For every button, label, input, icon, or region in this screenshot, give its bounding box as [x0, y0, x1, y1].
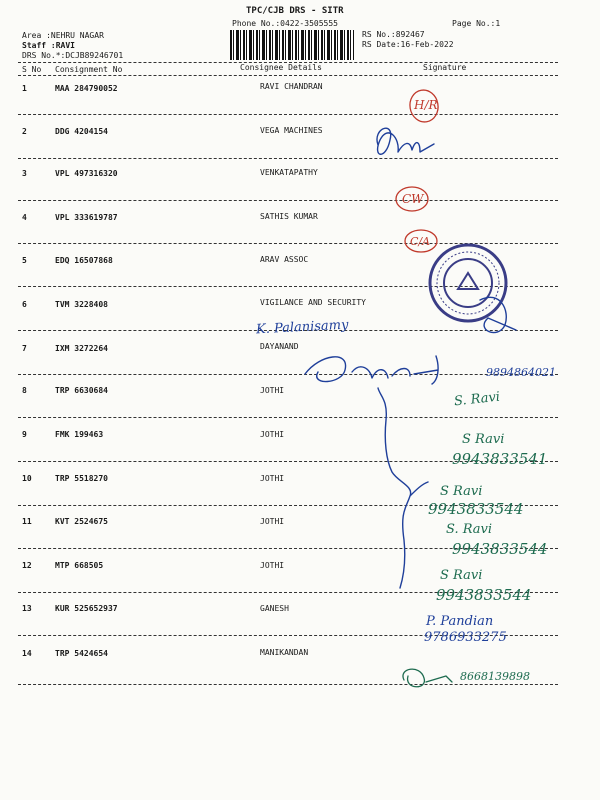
row-consignee: JOTHI [260, 386, 285, 395]
row-sno: 5 [22, 256, 27, 265]
row-consignment: MTP 668505 [55, 561, 104, 570]
hr-mark: H/R [414, 98, 438, 112]
row-consignment: TVM 3228408 [55, 300, 108, 309]
row11-phone: 9943833544 [452, 540, 548, 558]
row-sno: 2 [22, 127, 27, 136]
row-divider [18, 243, 558, 244]
row-sno: 13 [22, 604, 32, 613]
row-sno: 6 [22, 300, 27, 309]
row-divider [18, 114, 558, 115]
row-consignee: JOTHI [260, 430, 285, 439]
row-sno: 3 [22, 169, 27, 178]
row-consignment: FMK 199463 [55, 430, 104, 439]
row-consignee: JOTHI [260, 517, 285, 526]
ca-mark: C/A [410, 235, 431, 248]
col-consignee: Consignee Details [240, 63, 322, 72]
row-divider [18, 200, 558, 201]
row12-phone: 9943833544 [436, 586, 532, 604]
row-divider [18, 374, 558, 375]
row-consignment: KVT 2524675 [55, 517, 108, 526]
row-consignment: MAA 284790052 [55, 84, 118, 93]
cw-mark: CW [402, 192, 424, 206]
row-sno: 12 [22, 561, 32, 570]
row-sno: 4 [22, 213, 27, 222]
phone-number: Phone No.:0422-3505555 [232, 19, 338, 28]
row-divider [18, 158, 558, 159]
row7-phone: 9894864021 [486, 366, 556, 379]
row-consignee: VENKATAPATHY [260, 168, 318, 177]
row-sno: 1 [22, 84, 27, 93]
row-consignment: KUR 525652937 [55, 604, 118, 613]
area: Area :NEHRU NAGAR [22, 31, 104, 40]
staff: Staff :RAVI [22, 41, 75, 50]
row-consignee: VEGA MACHINES [260, 126, 323, 135]
signature-scribble [377, 128, 434, 154]
row-consignee: ARAV ASSOC [260, 255, 309, 264]
row-consignee: JOTHI [260, 561, 285, 570]
rs-number: RS No.:892467 [362, 30, 425, 39]
row8-signature: S. Ravi [453, 389, 501, 410]
row11-signature: S. Ravi [446, 522, 493, 537]
col-consignment: Consignment No [55, 65, 123, 74]
col-signature: Signature [423, 63, 467, 72]
dayanand-signature [305, 356, 438, 384]
row-consignment: VPL 333619787 [55, 213, 118, 222]
row-consignee: SATHIS KUMAR [260, 212, 318, 221]
company-stamp [430, 245, 506, 321]
row-sno: 10 [22, 474, 32, 483]
row-consignee: VIGILANCE AND SECURITY [260, 298, 366, 307]
connector-line [378, 388, 428, 588]
row-sno: 8 [22, 386, 27, 395]
row-consignment: TRP 5424654 [55, 649, 108, 658]
row-consignment: TRP 5518270 [55, 474, 108, 483]
row13-signature: P. Pandian [426, 614, 494, 629]
row-consignee: DAYANAND [260, 342, 299, 351]
divider [18, 75, 558, 76]
row-divider [18, 417, 558, 418]
row12-signature: S Ravi [440, 568, 483, 583]
row-consignee: RAVI CHANDRAN [260, 82, 323, 91]
row-sno: 7 [22, 344, 27, 353]
row10-signature: S Ravi [440, 484, 483, 499]
row-sno: 11 [22, 517, 32, 526]
row-divider [18, 684, 558, 685]
row9-phone: 9943833541 [452, 450, 548, 468]
page-number: Page No.:1 [452, 19, 501, 28]
document-title: TPC/CJB DRS - SITR [246, 6, 344, 16]
row9-signature: S Ravi [462, 432, 505, 447]
row-consignment: DDG 4204154 [55, 127, 108, 136]
row6-signature: K. Palanisamy [255, 317, 349, 338]
row13-phone: 9786933275 [424, 630, 507, 645]
rs-date: RS Date:16-Feb-2022 [362, 40, 454, 49]
row14-phone: 8668139898 [460, 670, 530, 683]
row10-phone: 9943833544 [428, 500, 524, 518]
row-consignment: VPL 497316320 [55, 169, 118, 178]
row-consignee: MANIKANDAN [260, 648, 309, 657]
drs-number: DRS No.*:DCJB89246701 [22, 51, 124, 60]
row-consignment: EDQ 16507868 [55, 256, 113, 265]
row-divider [18, 286, 558, 287]
row-consignment: IXM 3272264 [55, 344, 108, 353]
row-consignee: JOTHI [260, 474, 285, 483]
row-consignment: TRP 6630684 [55, 386, 108, 395]
barcode [230, 30, 354, 60]
row-consignee: GANESH [260, 604, 289, 613]
row-sno: 9 [22, 430, 27, 439]
col-sno: S No [22, 65, 42, 74]
row-sno: 14 [22, 649, 32, 658]
